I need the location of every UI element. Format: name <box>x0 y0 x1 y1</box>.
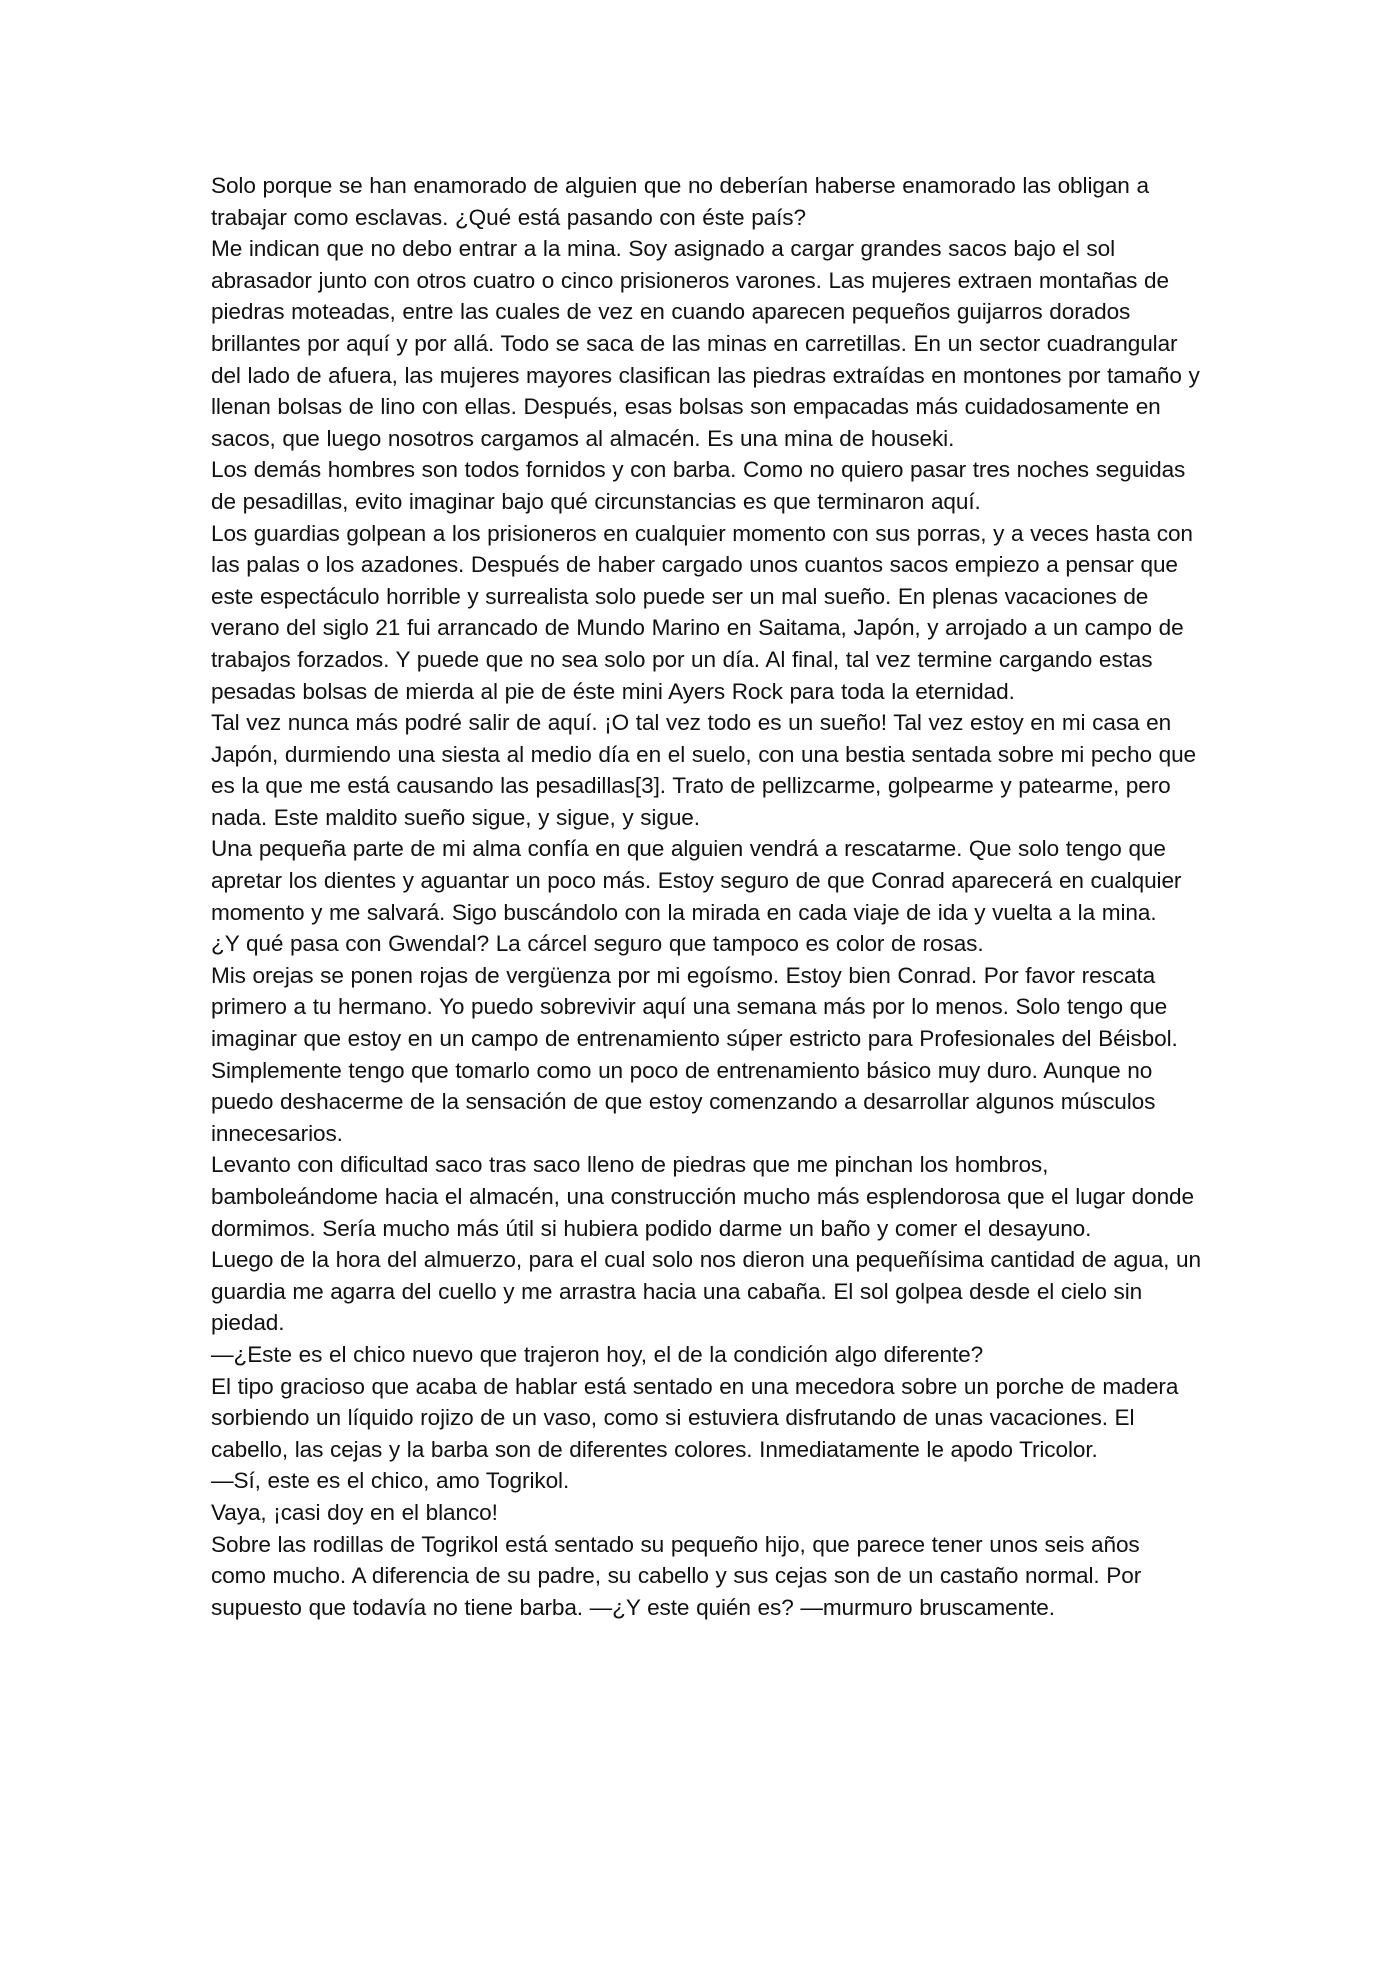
paragraph: Tal vez nunca más podré salir de aquí. ¡O tal vez todo es un sueño! Tal vez estoy en mi casa en Japón, durmiendo una siesta al medio día en el suelo, con una bestia sentada sobre mi pecho que es la que me está causando las pesadillas[3]. Trato de pellizcarme, golpearme y patearme, pero nada. Este maldito sueño sigue, y sigue, y sigue. <box>211 710 1196 830</box>
paragraph: Una pequeña parte de mi alma confía en que alguien vendrá a rescatarme. Que solo tengo que apretar los dientes y aguantar un poco más. Estoy seguro de que Conrad aparecerá en cualquier momento y me salvará. Sigo buscándolo con la mirada en cada viaje de ida y vuelta a la mina. <box>211 836 1182 925</box>
paragraph: Sobre las rodillas de Togrikol está sentado su pequeño hijo, que parece tener unos seis años como mucho. A diferencia de su padre, su cabello y sus cejas son de un castaño normal. Por supuesto que todavía no tiene barba. —¿Y este quién es? —murmuro bruscamente. <box>211 1531 1142 1620</box>
paragraph: Levanto con dificultad saco tras saco lleno de piedras que me pinchan los hombros, bamboleándome hacia el almacén, una construcción mucho más esplendorosa que el lugar donde dormimos. Sería mucho más útil si hubiera podido darme un baño y comer el desayuno. <box>211 1152 1194 1241</box>
body-text <box>211 170 1201 1623</box>
paragraph: Mis orejas se ponen rojas de vergüenza por mi egoísmo. Estoy bien Conrad. Por favor rescata primero a tu hermano. Yo puedo sobrevivir aquí una semana más por lo menos. Solo tengo que imaginar que estoy en un campo de entrenamiento súper estricto para Profesionales del Béisbol. Simplemente tengo que tomarlo como un poco de entrenamiento básico muy duro. Aunque no puedo deshacerme de la sensación de que estoy comenzando a desarrollar algunos músculos innecesarios. <box>211 962 1178 1146</box>
paragraph: Los guardias golpean a los prisioneros en cualquier momento con sus porras, y a veces hasta con las palas o los azadones. Después de haber cargado unos cuantos sacos empiezo a pensar que este espectáculo horrible y surrealista solo puede ser un mal sueño. En plenas vacaciones de verano del siglo 21 fui arrancado de Mundo Marino en Saitama, Japón, y arrojado a un campo de trabajos forzados. Y puede que no sea solo por un día. Al final, tal vez termine cargando estas pesadas bolsas de mierda al pie de éste mini Ayers Rock para toda la eternidad. <box>211 520 1193 704</box>
paragraph: Los demás hombres son todos fornidos y con barba. Como no quiero pasar tres noches seguidas de pesadillas, evito imaginar bajo qué circunstancias es que terminaron aquí. <box>211 457 1186 514</box>
paragraph: Me indican que no debo entrar a la mina. Soy asignado a cargar grandes sacos bajo el sol abrasador junto con otros cuatro o cinco prisioneros varones. Las mujeres extraen montañas de piedras moteadas, entre las cuales de vez en cuando aparecen pequeños guijarros dorados brillantes por aquí y por allá. Todo se saca de las minas en carretillas. En un sector cuadrangular del lado de afuera, las mujeres mayores clasifican las piedras extraídas en montones por tamaño y llenan bolsas de lino con ellas. Después, esas bolsas son empacadas más cuidadosamente en sacos, que luego nosotros cargamos al almacén. Es una mina de houseki. <box>211 236 1200 451</box>
paragraph: Solo porque se han enamorado de alguien que no deberían haberse enamorado las obligan a trabajar como esclavas. ¿Qué está pasando con éste país? <box>211 173 1149 230</box>
paragraph: El tipo gracioso que acaba de hablar está sentado en una mecedora sobre un porche de madera sorbiendo un líquido rojizo de un vaso, como si estuviera disfrutando de unas vacaciones. El cabello, las cejas y la barba son de diferentes colores. Inmediatamente le apodo Tricolor. <box>211 1373 1179 1462</box>
paragraph: Luego de la hora del almuerzo, para el cual solo nos dieron una pequeñísima cantidad de agua, un guardia me agarra del cuello y me arrastra hacia una cabaña. El sol golpea desde el cielo sin piedad. <box>211 1247 1201 1336</box>
dialogue-line: —Sí, este es el chico, amo Togrikol. <box>211 1468 570 1494</box>
paragraph: Vaya, ¡casi doy en el blanco! <box>211 1499 498 1525</box>
paragraph: ¿Y qué pasa con Gwendal? La cárcel seguro que tampoco es color de rosas. <box>211 931 984 957</box>
dialogue-line: —¿Este es el chico nuevo que trajeron hoy, el de la condición algo diferente? <box>211 1341 984 1367</box>
